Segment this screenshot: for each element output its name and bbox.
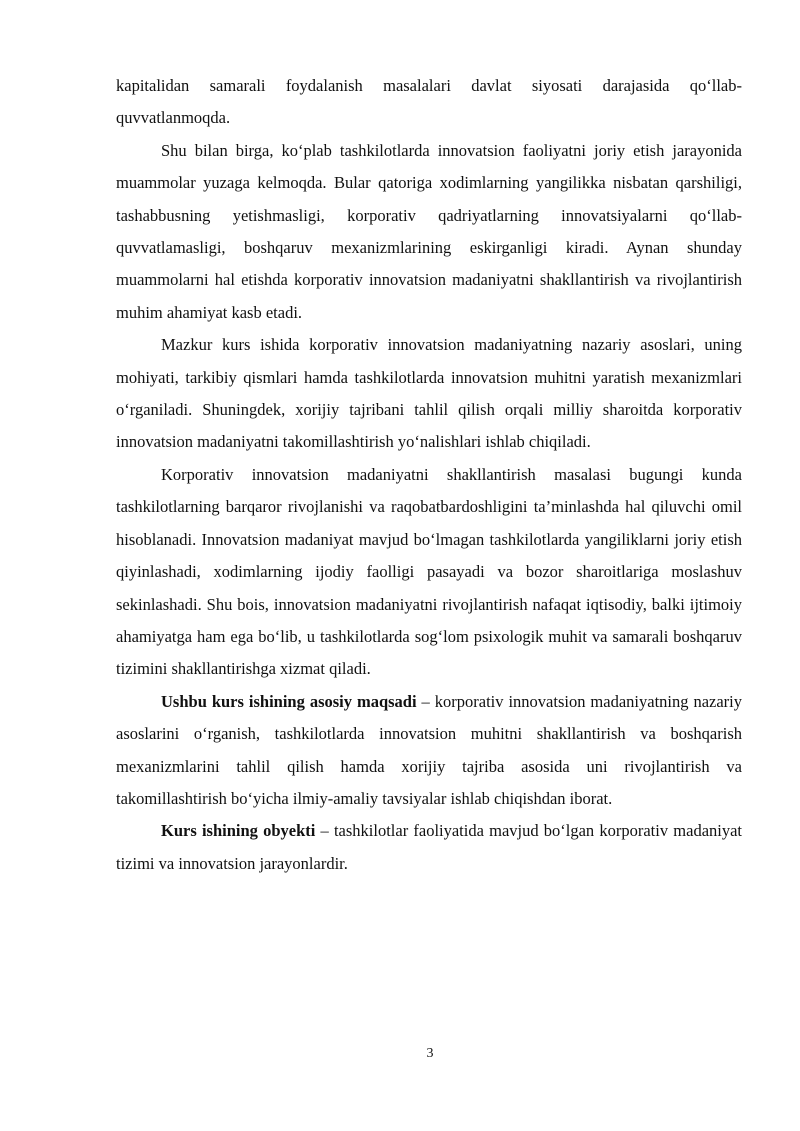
object-text: – tashkilotlar faoliyatida mavjud bo‘lgan korporativ madaniyat tizimi va innovatsion jarayonlardir. <box>116 821 743 873</box>
goal-heading: Ushbu kurs ishining asosiy maqsadi <box>161 691 417 711</box>
paragraph-course-scope: Mazkur kurs ishida korporativ innovatsion madaniyatning nazariy asoslari, uning mohiyati, tarkibiy qismlari hamda tashkilotlarda innovatsion muhitni yaratish mexanizmlari o‘rganiladi. Shuningdek, xorijiy tajribani tahlil qilish orqali milliy sharoitda korporativ innovatsion madaniyatni takomillashtirish yo‘nalishlari ishlab chiqiladi. <box>116 335 742 452</box>
page-number: 3 <box>426 1046 434 1061</box>
object-heading: Kurs ishining obyekti <box>161 821 316 841</box>
paragraph-continuation: kapitalidan samarali foydalanish masalalari davlat siyosati darajasida qo‘llab-quvvatlanmoqda. <box>116 76 742 128</box>
paragraph-goal <box>116 686 742 816</box>
paragraph-object <box>116 815 742 880</box>
document-page <box>116 70 742 880</box>
paragraph-problems: Shu bilan birga, ko‘plab tashkilotlarda innovatsion faoliyatni joriy etish jarayonida muammolar yuzaga kelmoqda. Bular qatoriga xodimlarning yangilikka nisbatan qarshiligi, tashabbusning yetishmasligi, korporativ qadriyatlarning innovatsiyalarni qo‘llab-quvvatlamasligi, boshqaruv mexanizmlarining eskirganligi kiradi. Aynan shunday muammolarni hal etishda korporativ innovatsion madaniyatni shakllantirish va rivojlantirish muhim ahamiyat kasb etadi. <box>116 140 742 322</box>
paragraph-relevance: Korporativ innovatsion madaniyatni shakllantirish masalasi bugungi kunda tashkilotlarning barqaror rivojlanishi va raqobatbardoshligini ta’minlashda hal qiluvchi omil hisoblanadi. Innovatsion madaniyat mavjud bo‘lmagan tashkilotlarda yangiliklarni joriy etish qiyinlashadi, xodimlarning ijodiy faolligi pasayadi va bozor sharoitlariga moslashuv sekinlashadi. Shu bois, innovatsion madaniyatni rivojlantirish nafaqat iqtisodiy, balki ijtimoiy ahamiyatga ham ega bo‘lib, u tashkilotlarda sog‘lom psixologik muhit va samarali boshqaruv tizimini shakllantirishga xizmat qiladi. <box>116 464 742 679</box>
goal-text: – korporativ innovatsion madaniyatning nazariy asoslarini o‘rganish, tashkilotlarda innovatsion muhitni shakllantirish va boshqarish mexanizmlarini tahlil qilish hamda xorijiy tajriba asosida uni rivojlantirish va takomillashtirish bo‘yicha ilmiy-amaliy tavsiyalar ishlab chiqishdan iborat. <box>116 691 742 808</box>
